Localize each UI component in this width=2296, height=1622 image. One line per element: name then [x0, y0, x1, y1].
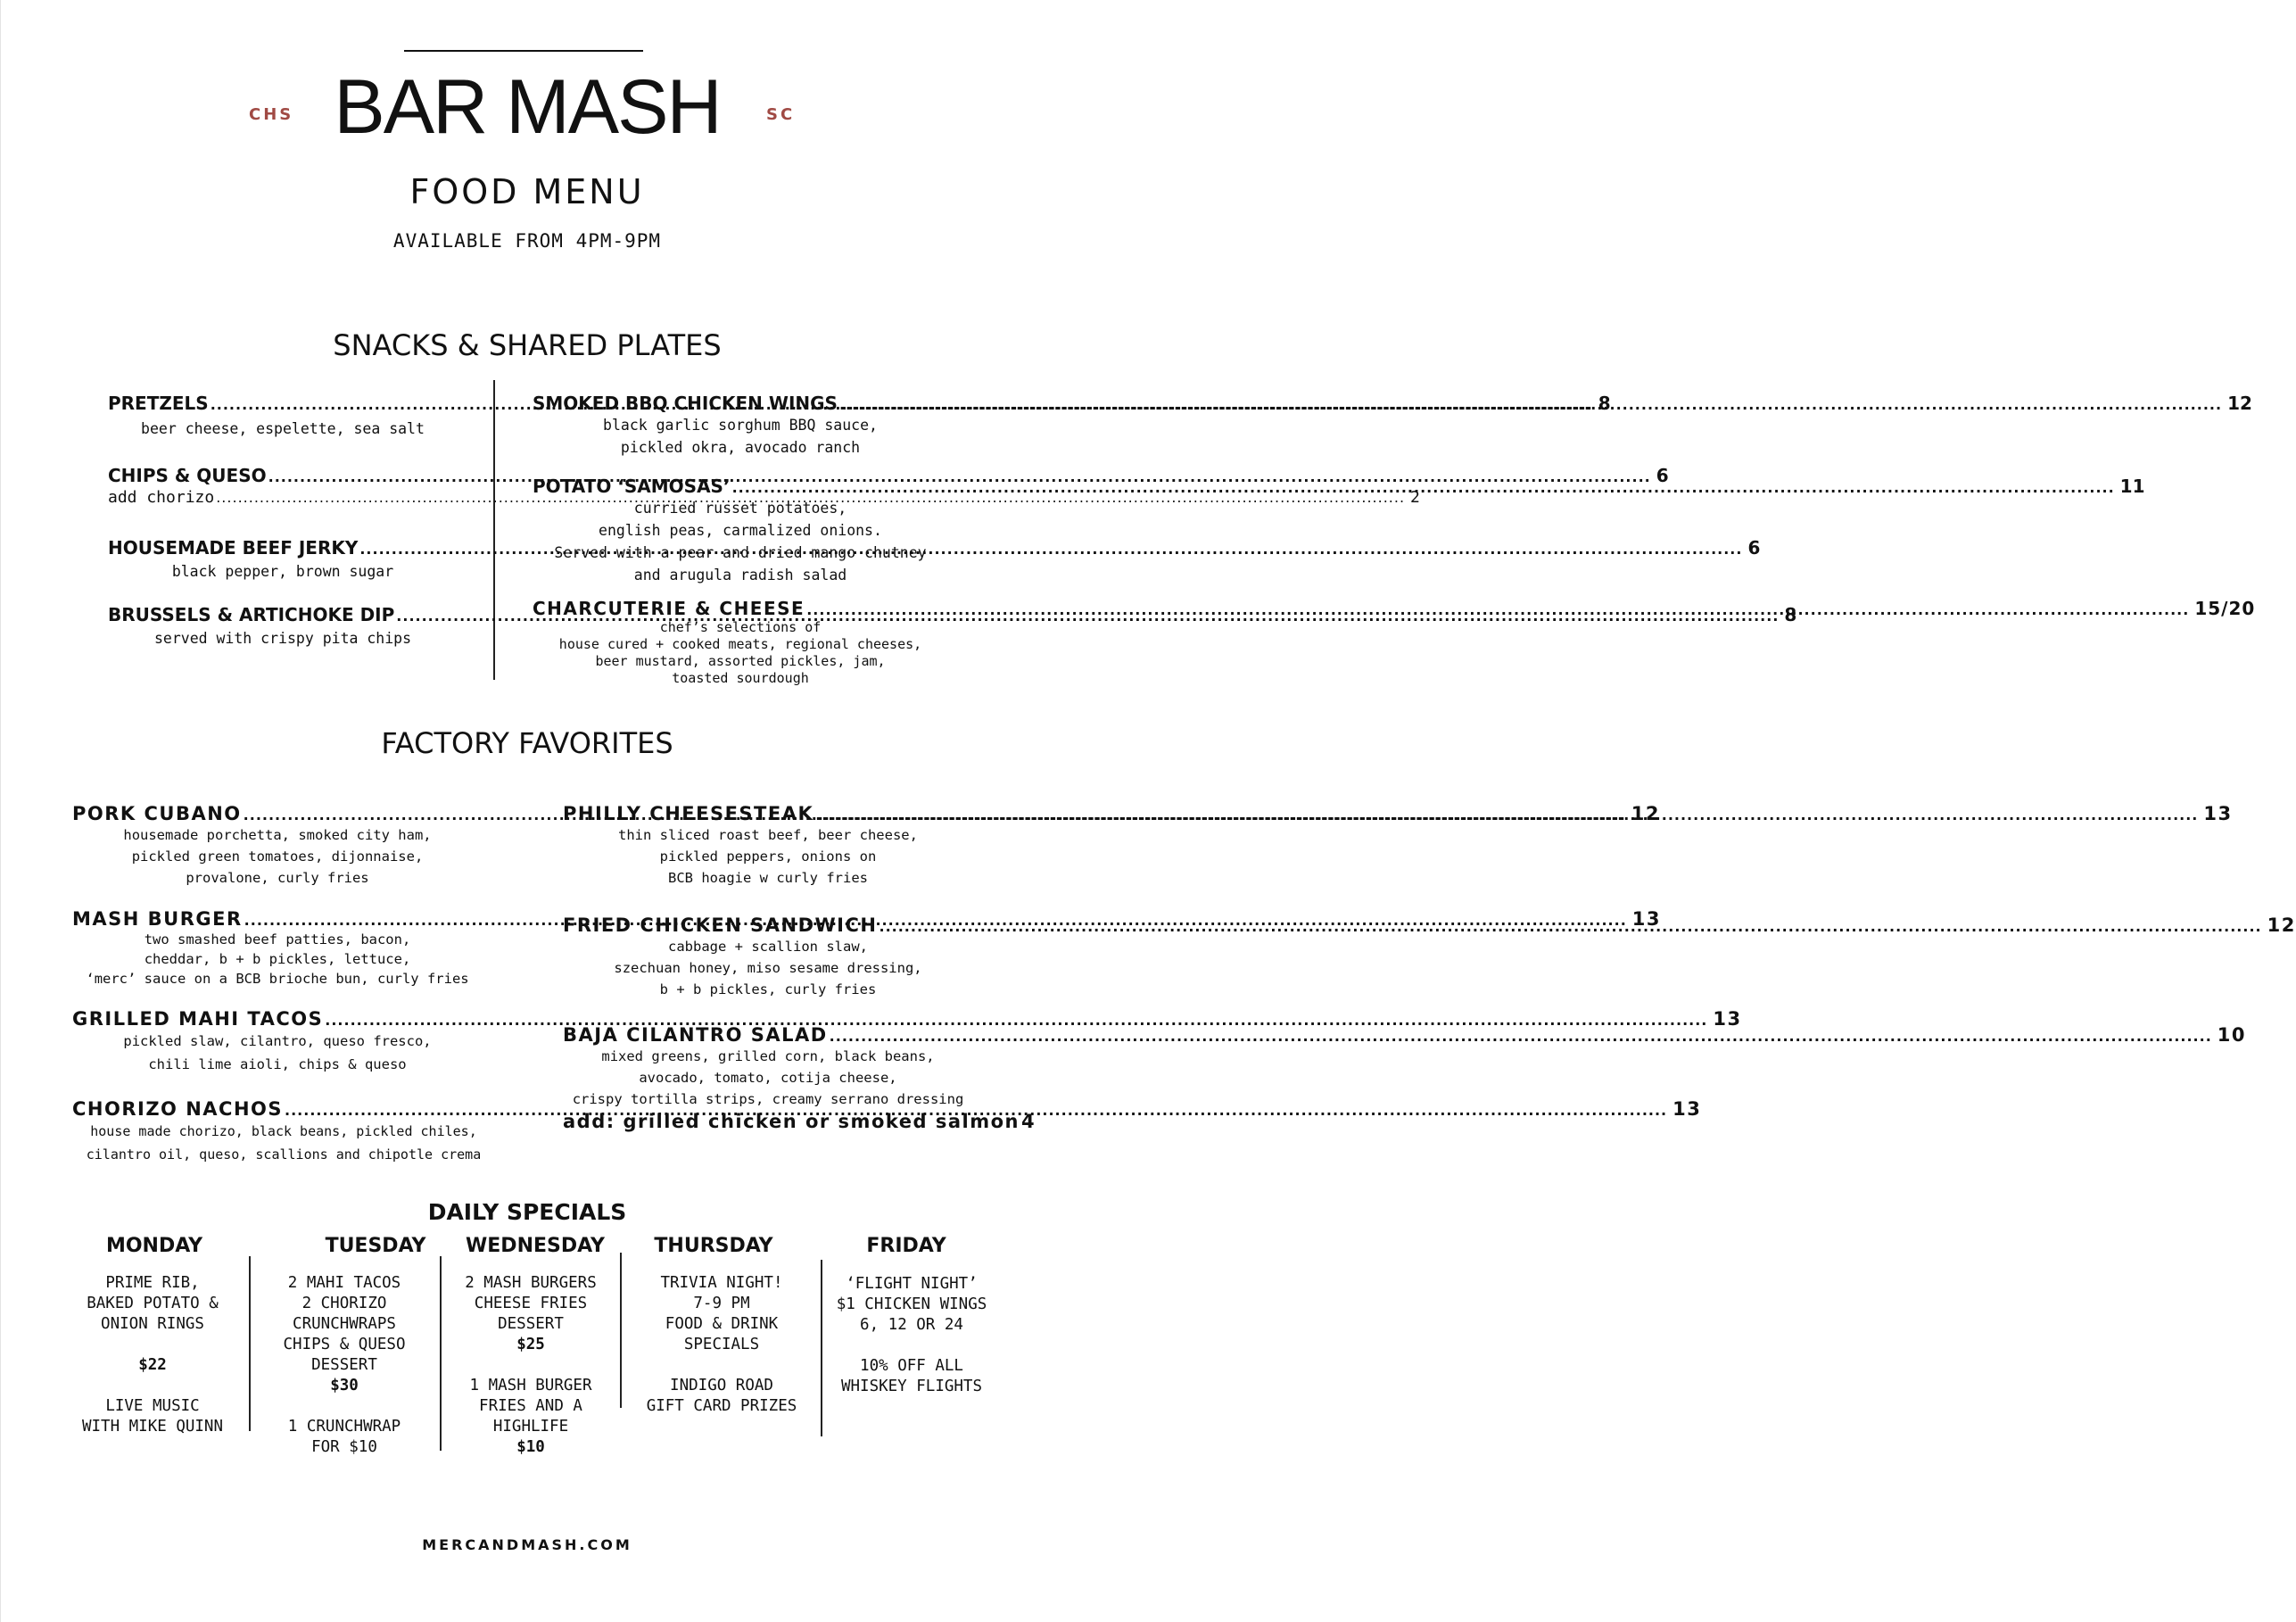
item-price: 13 [1631, 908, 1661, 930]
special-price: $25 [516, 1336, 545, 1353]
item-description: two smashed beef patties, bacon, cheddar, b + b pickles, lettuce, ‘merc’ sauce on a BCB brioche bun, curly fries [86, 931, 469, 987]
item-price: 6 [1656, 465, 1669, 486]
specials-divider [620, 1253, 622, 1408]
item-description: cabbage + scallion slaw, szechuan honey, miso sesame dressing, b + b pickles, curly fries [614, 939, 922, 997]
location-state-label: SC [766, 105, 796, 124]
item-name: CHARCUTERIE & CHEESE [533, 598, 805, 619]
section-heading-favorites: FACTORY FAVORITES [381, 726, 673, 760]
item-name: POTATO ‘SAMOSAS’ [533, 476, 731, 497]
item-description: black garlic sorghum BBQ sauce, pickled okra, avocado ranch [603, 417, 878, 456]
item-addon: add chorizo ..... 2 [108, 488, 458, 507]
restaurant-title: BAR MASH [334, 64, 721, 150]
location-city-label: CHS [249, 105, 294, 124]
item-name: PORK CUBANO [72, 803, 242, 824]
item-description: chef’s selections of house cured + cooked meats, regional cheeses, beer mustard, assorted pickles, jam, toasted sourdough [558, 619, 922, 686]
item-description: curried russet potatoes, english peas, carmalized onions. Served with a pear and dried mango chutney and arugula radish salad [554, 500, 927, 583]
special-monday: PRIME RIB, BAKED POTATO & ONION RINGS $22 LIVE MUSIC WITH MIKE QUINN [63, 1273, 242, 1437]
item-name: HOUSEMADE BEEF JERKY [108, 537, 359, 559]
item-name: MASH BURGER [72, 908, 243, 930]
column-divider [493, 380, 495, 680]
day-heading-friday: FRIDAY [866, 1235, 946, 1257]
special-friday: ‘FLIGHT NIGHT’ $1 CHICKEN WINGS 6, 12 OR 24 10% OFF ALL WHISKEY FLIGHTS [836, 1275, 987, 1395]
menu-item [533, 393, 2252, 459]
website-link[interactable]: MERCANDMASH.COM [422, 1536, 632, 1553]
menu-item [533, 598, 2256, 687]
item-price: 13 [1713, 1008, 1742, 1030]
item-description: mixed greens, grilled corn, black beans, avocado, tomato, cotija cheese, crispy tortilla strips, creamy serrano dressing [572, 1048, 964, 1107]
section-heading-snacks: SNACKS & SHARED PLATES [333, 328, 722, 362]
special-price: $22 [138, 1356, 167, 1374]
top-rule [404, 50, 643, 52]
item-price: 8 [1598, 393, 1611, 414]
item-price: 11 [2119, 476, 2145, 497]
item-name: CHIPS & QUESO [108, 465, 267, 486]
menu-subtitle: FOOD MENU [409, 172, 645, 211]
item-price: 15/20 [2194, 598, 2256, 619]
item-name: GRILLED MAHI TACOS [72, 1008, 324, 1030]
item-price: 13 [1672, 1098, 1702, 1120]
item-price: 12 [2227, 393, 2252, 414]
specials-divider [249, 1256, 251, 1431]
item-description: served with crispy pita chips [153, 630, 412, 647]
special-tuesday: 2 MAHI TACOS 2 CHORIZO CRUNCHWRAPS CHIPS & QUESO DESSERT $30 1 CRUNCHWRAP FOR $10 [255, 1273, 434, 1458]
special-price: $30 [330, 1377, 359, 1394]
item-description: house made chorizo, black beans, pickled chiles, cilantro oil, queso, scallions and chipotle crema [86, 1123, 482, 1163]
day-heading-monday: MONDAY [105, 1235, 203, 1257]
item-name: BAJA CILANTRO SALAD [563, 1024, 828, 1046]
item-name: PHILLY CHEESESTEAK [563, 803, 814, 824]
item-price: 12 [2267, 914, 2296, 936]
day-heading-thursday: THURSDAY [654, 1235, 773, 1257]
section-heading-specials: DAILY SPECIALS [427, 1199, 627, 1225]
item-price: 6 [1747, 537, 1761, 559]
item-name: FRIED CHICKEN SANDWICH [563, 914, 878, 936]
item-addon: add: grilled chicken or smoked salmon 4 [563, 1111, 1037, 1132]
special-price: $10 [516, 1438, 545, 1456]
item-description: pickled slaw, cilantro, queso fresco, chili lime aioli, chips & queso [123, 1033, 432, 1072]
day-heading-wednesday: WEDNESDAY [466, 1235, 605, 1257]
item-description: beer cheese, espelette, sea salt [141, 420, 425, 437]
special-thursday: TRIVIA NIGHT! 7-9 PM FOOD & DRINK SPECIALS INDIGO ROAD GIFT CARD PRIZES [646, 1274, 797, 1415]
availability-hours: AVAILABLE FROM 4PM-9PM [392, 230, 662, 252]
special-wednesday: 2 MASH BURGERS CHEESE FRIES DESSERT $25 1 MASH BURGER FRIES AND A HIGHLIFE $10 [442, 1273, 620, 1458]
item-name: CHORIZO NACHOS [72, 1098, 284, 1120]
item-description: black pepper, brown sugar [171, 563, 394, 580]
item-name: PRETZELS [108, 393, 209, 414]
day-heading-tuesday: TUESDAY [325, 1235, 426, 1257]
item-description: housemade porchetta, smoked city ham, pickled green tomatoes, dijonnaise, provalone, curly fries [123, 827, 432, 886]
item-name: BRUSSELS & ARTICHOKE DIP [108, 604, 395, 625]
item-price: 8 [1784, 604, 1797, 625]
item-price: 12 [1631, 803, 1660, 824]
item-price: 13 [2203, 803, 2233, 824]
item-description: thin sliced roast beef, beer cheese, pickled peppers, onions on BCB hoagie w curly fries [618, 827, 918, 886]
item-name: SMOKED BBQ CHICKEN WINGS [533, 393, 838, 414]
item-price: 10 [2217, 1024, 2247, 1046]
